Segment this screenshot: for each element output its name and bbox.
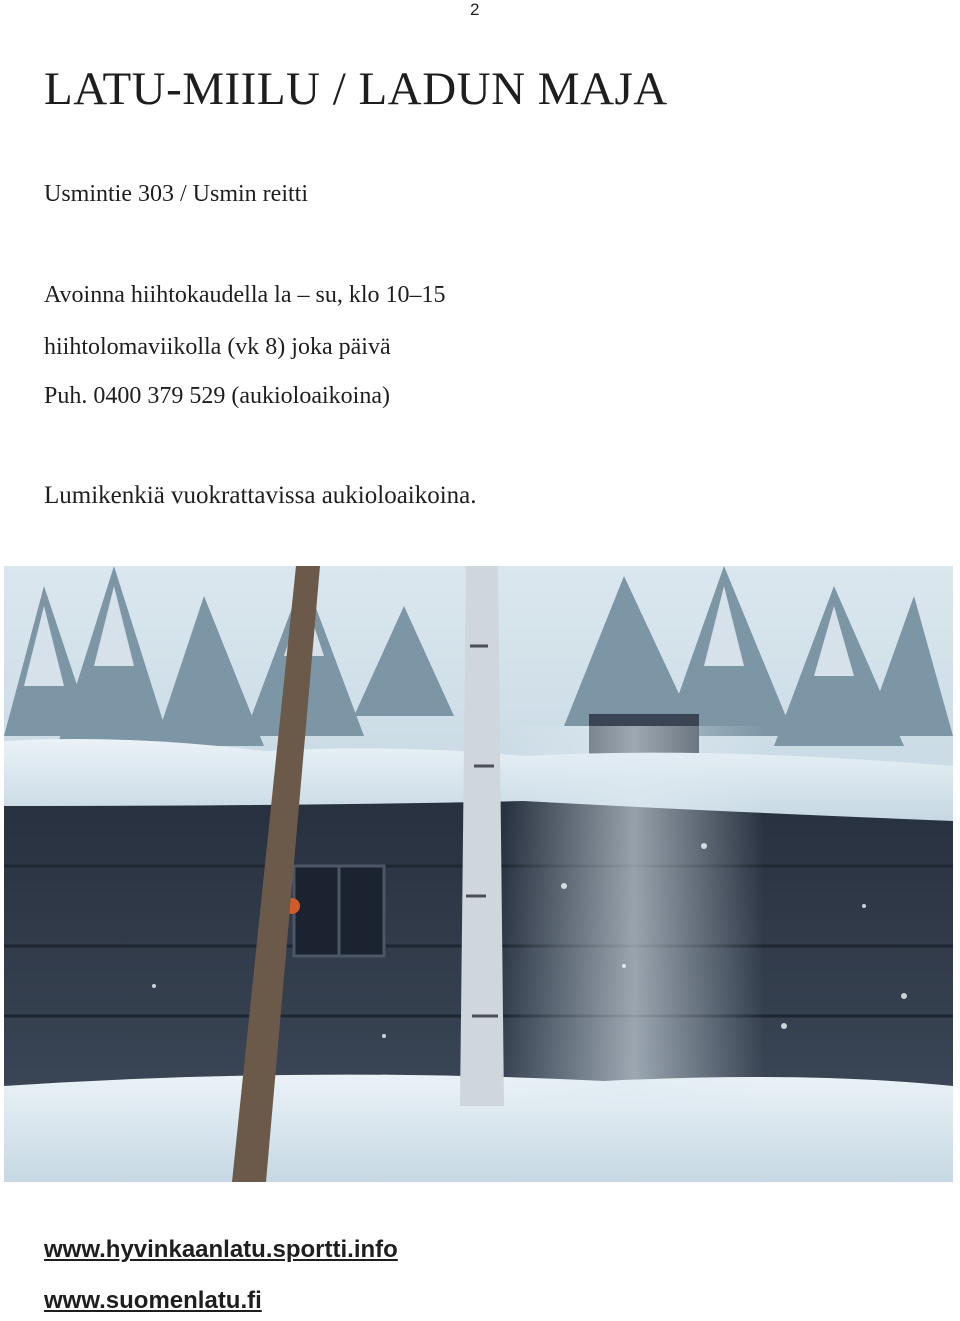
hyvinkaanlatu-link[interactable]: www.hyvinkaanlatu.sportti.info: [44, 1236, 398, 1263]
ski-holiday-hours-text: hiihtolomaviikolla (vk 8) joka päivä: [44, 334, 391, 360]
suomenlatu-link[interactable]: www.suomenlatu.fi: [44, 1287, 262, 1314]
page-title: LATU-MIILU / LADUN MAJA: [44, 63, 668, 115]
opening-hours-text: Avoinna hiihtokaudella la – su, klo 10–15: [44, 282, 446, 308]
address-text: Usmintie 303 / Usmin reitti: [44, 181, 308, 207]
page-number: 2: [470, 0, 480, 19]
cabin-photo: [4, 566, 953, 1182]
phone-text: Puh. 0400 379 529 (aukioloaikoina): [44, 383, 390, 409]
snowshoe-rental-text: Lumikenkiä vuokrattavissa aukioloaikoina.: [44, 482, 477, 509]
